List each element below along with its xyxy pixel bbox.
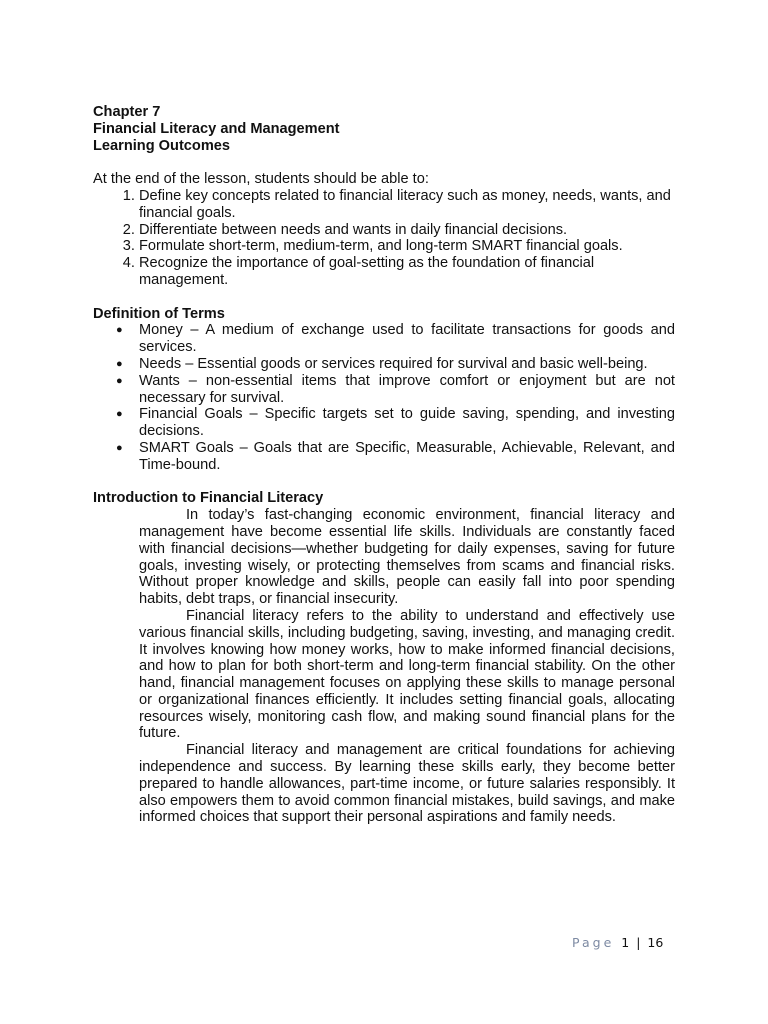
term-text: Wants – non-essential items that improve comfort or enjoyment but are not necessary for survival. — [139, 372, 675, 406]
term-text: SMART Goals – Goals that are Specific, Measurable, Achievable, Relevant, and Time-bound. — [139, 439, 675, 473]
term-item — [116, 439, 675, 474]
bullet-icon: ● — [116, 324, 123, 337]
term-item — [116, 355, 675, 373]
bullet-icon: ● — [116, 374, 123, 387]
page-number: 1 — [621, 935, 630, 950]
terms-list — [93, 322, 675, 473]
outcomes-intro: At the end of the lesson, students should be able to: — [93, 171, 429, 188]
term-item — [116, 406, 675, 440]
intro-paragraph: Financial literacy and management are critical foundations for achieving independence and success. By learning these skills early, they become better prepared to handle allowances, part-time income, or future salaries responsibly. It also empowers them to avoid common financial mistakes, build savings, and make informed choices that support their personal aspirations and family needs. — [139, 742, 675, 826]
intro-paragraph: In today’s fast-changing economic environment, financial literacy and management have become essential life skills. Individuals are constantly faced with financial decisions—whether budgeting for daily expenses, saving for future goals, investing wisely, or protecting themselves from scams and financial risks. Without proper knowledge and skills, people can easily fall into poor spending habits, debt traps, or financial insecurity. — [139, 507, 675, 608]
term-text: Financial Goals – Specific targets set to guide saving, spending, and investing decisions. — [139, 406, 675, 440]
introduction-body — [93, 507, 675, 826]
outcome-item: 2. Differentiate between needs and wants in daily financial decisions. — [139, 222, 675, 239]
intro-paragraph: Financial literacy refers to the ability to understand and effectively use various financial skills, including budgeting, saving, investing, and managing credit. It involves knowing how money works, how to make informed financial decisions, and how to plan for both short-term and long-term financial stability. On the other hand, financial management focuses on applying these skills to manage personal or organizational finances efficiently. It includes setting financial goals, allocating resources wisely, monitoring cash flow, and making sound financial plans for the future. — [139, 607, 675, 742]
spacer — [93, 474, 675, 491]
outcome-item: 3. Formulate short-term, medium-term, and long-term SMART financial goals. — [139, 238, 675, 255]
outcome-item: 4. Recognize the importance of goal-setting as the foundation of financial management. — [139, 255, 675, 289]
chapter-title: Financial Literacy and Management — [93, 120, 340, 137]
bullet-icon: ● — [116, 441, 123, 454]
spacer — [93, 154, 675, 171]
outcome-item: 1. Define key concepts related to financial literacy such as money, needs, wants, and financial goals. — [139, 188, 675, 222]
introduction-heading: Introduction to Financial Literacy — [93, 490, 324, 507]
bullet-icon: ● — [116, 408, 123, 421]
page-separator: | — [636, 935, 641, 950]
page-footer — [572, 935, 663, 952]
chapter-heading: Chapter 7 — [93, 104, 161, 120]
page-label: Page — [572, 935, 615, 950]
bullet-icon: ● — [116, 357, 123, 370]
learning-outcomes-heading: Learning Outcomes — [93, 137, 231, 154]
page-content — [93, 104, 675, 826]
spacer — [93, 289, 675, 306]
definition-of-terms-heading: Definition of Terms — [93, 305, 225, 322]
term-item — [116, 372, 675, 407]
total-pages: 16 — [647, 935, 664, 950]
term-item — [116, 322, 675, 356]
term-text: Money – A medium of exchange used to facilitate transactions for goods and services. — [139, 322, 675, 356]
term-text: Needs – Essential goods or services required for survival and basic well-being. — [139, 355, 648, 372]
outcomes-list — [93, 188, 675, 289]
